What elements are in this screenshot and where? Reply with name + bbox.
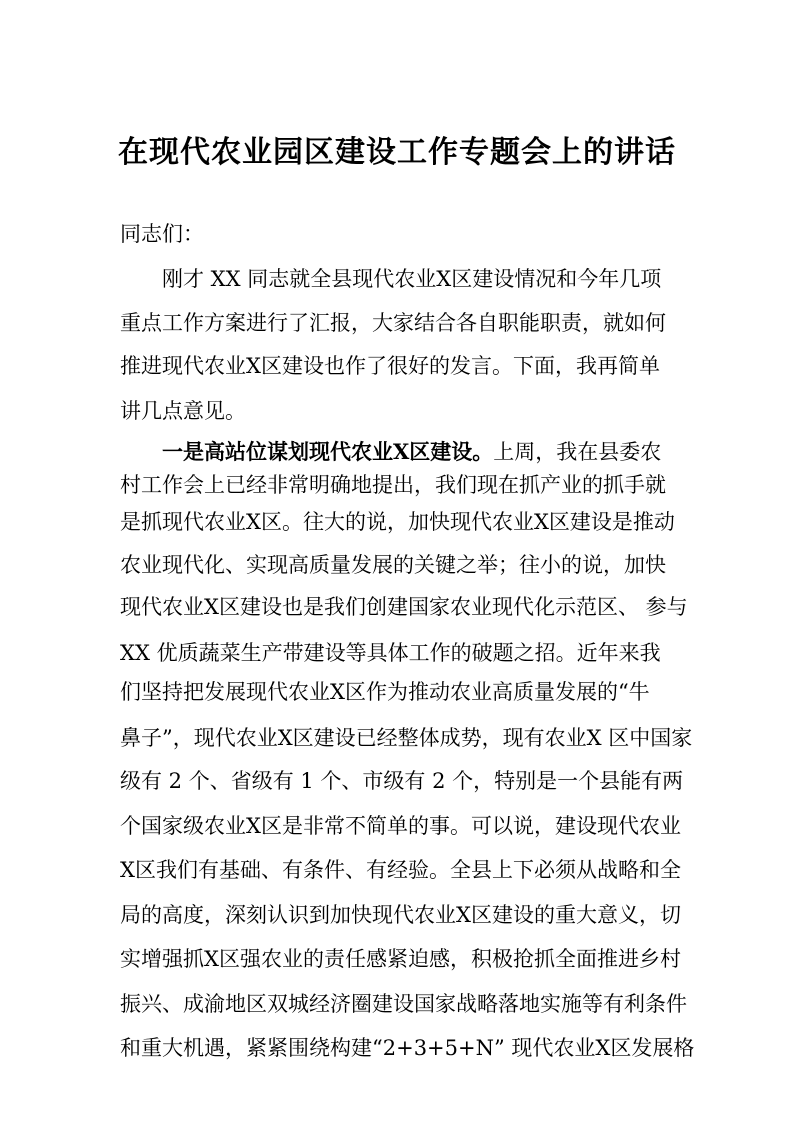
paragraph-line: 和重大机遇，紧紧围绕构建“2+3+5+N” 现代农业X区发展格 xyxy=(120,1036,695,1060)
paragraph-line: 级有 2 个、省级有 1 个、市级有 2 个，特别是一个县能有两 xyxy=(120,769,684,793)
paragraph-line: 农业现代化、实现高质量发展的关键之举；往小的说，加快 xyxy=(120,553,666,577)
paragraph-line: 个国家级农业X区是非常不简单的事。可以说，建设现代农业 xyxy=(120,814,681,838)
paragraph-line xyxy=(162,437,661,467)
paragraph-line: 讲几点意见。 xyxy=(120,399,246,423)
paragraph-line: 是抓现代农业X区。往大的说，加快现代农业X区建设是推动 xyxy=(120,510,675,534)
paragraph-line: 村工作会上已经非常明确地提出，我们现在抓产业的抓手就 xyxy=(120,473,666,497)
paragraph-text: 上周，我在县委农 xyxy=(493,440,662,464)
paragraph-line: 振兴、成渝地区双城经济圈建设国家战略落地实施等有利条件 xyxy=(120,992,687,1016)
paragraph-line: 局的高度，深刻认识到加快现代农业X区建设的重大意义，切 xyxy=(120,903,681,927)
paragraph-line: 鼻子”，现代农业X区建设已经整体成势，现有农业X 区中国家 xyxy=(120,726,693,750)
paragraph-line: 重点工作方案进行了汇报，大家结合各自职能职责，就如何 xyxy=(120,311,666,335)
paragraph-line: 们坚持把发展现代农业X区作为推动农业高质量发展的“牛 xyxy=(120,680,650,704)
salutation: 同志们： xyxy=(120,222,204,246)
section-heading: 一是高站位谋划现代农业X区建设。 xyxy=(162,439,494,464)
paragraph-line: 刚才 XX 同志就全县现代农业X区建设情况和今年几项 xyxy=(162,267,662,291)
paragraph-line: 推进现代农业X区建设也作了很好的发言。下面，我再简单 xyxy=(120,354,660,378)
paragraph-line: X区我们有基础、有条件、有经验。全县上下必须从战略和全 xyxy=(120,858,681,882)
document-title: 在现代农业园区建设工作专题会上的讲话 xyxy=(118,135,676,170)
paragraph-line: 实增强抓X区强农业的责任感紧迫感，积极抢抓全面推进乡村 xyxy=(120,947,681,971)
paragraph-line: XX 优质蔬菜生产带建设等具体工作的破题之招。近年来我 xyxy=(120,641,661,665)
paragraph-line: 现代农业X区建设也是我们创建国家农业现代化示范区、 参与 xyxy=(120,595,688,619)
